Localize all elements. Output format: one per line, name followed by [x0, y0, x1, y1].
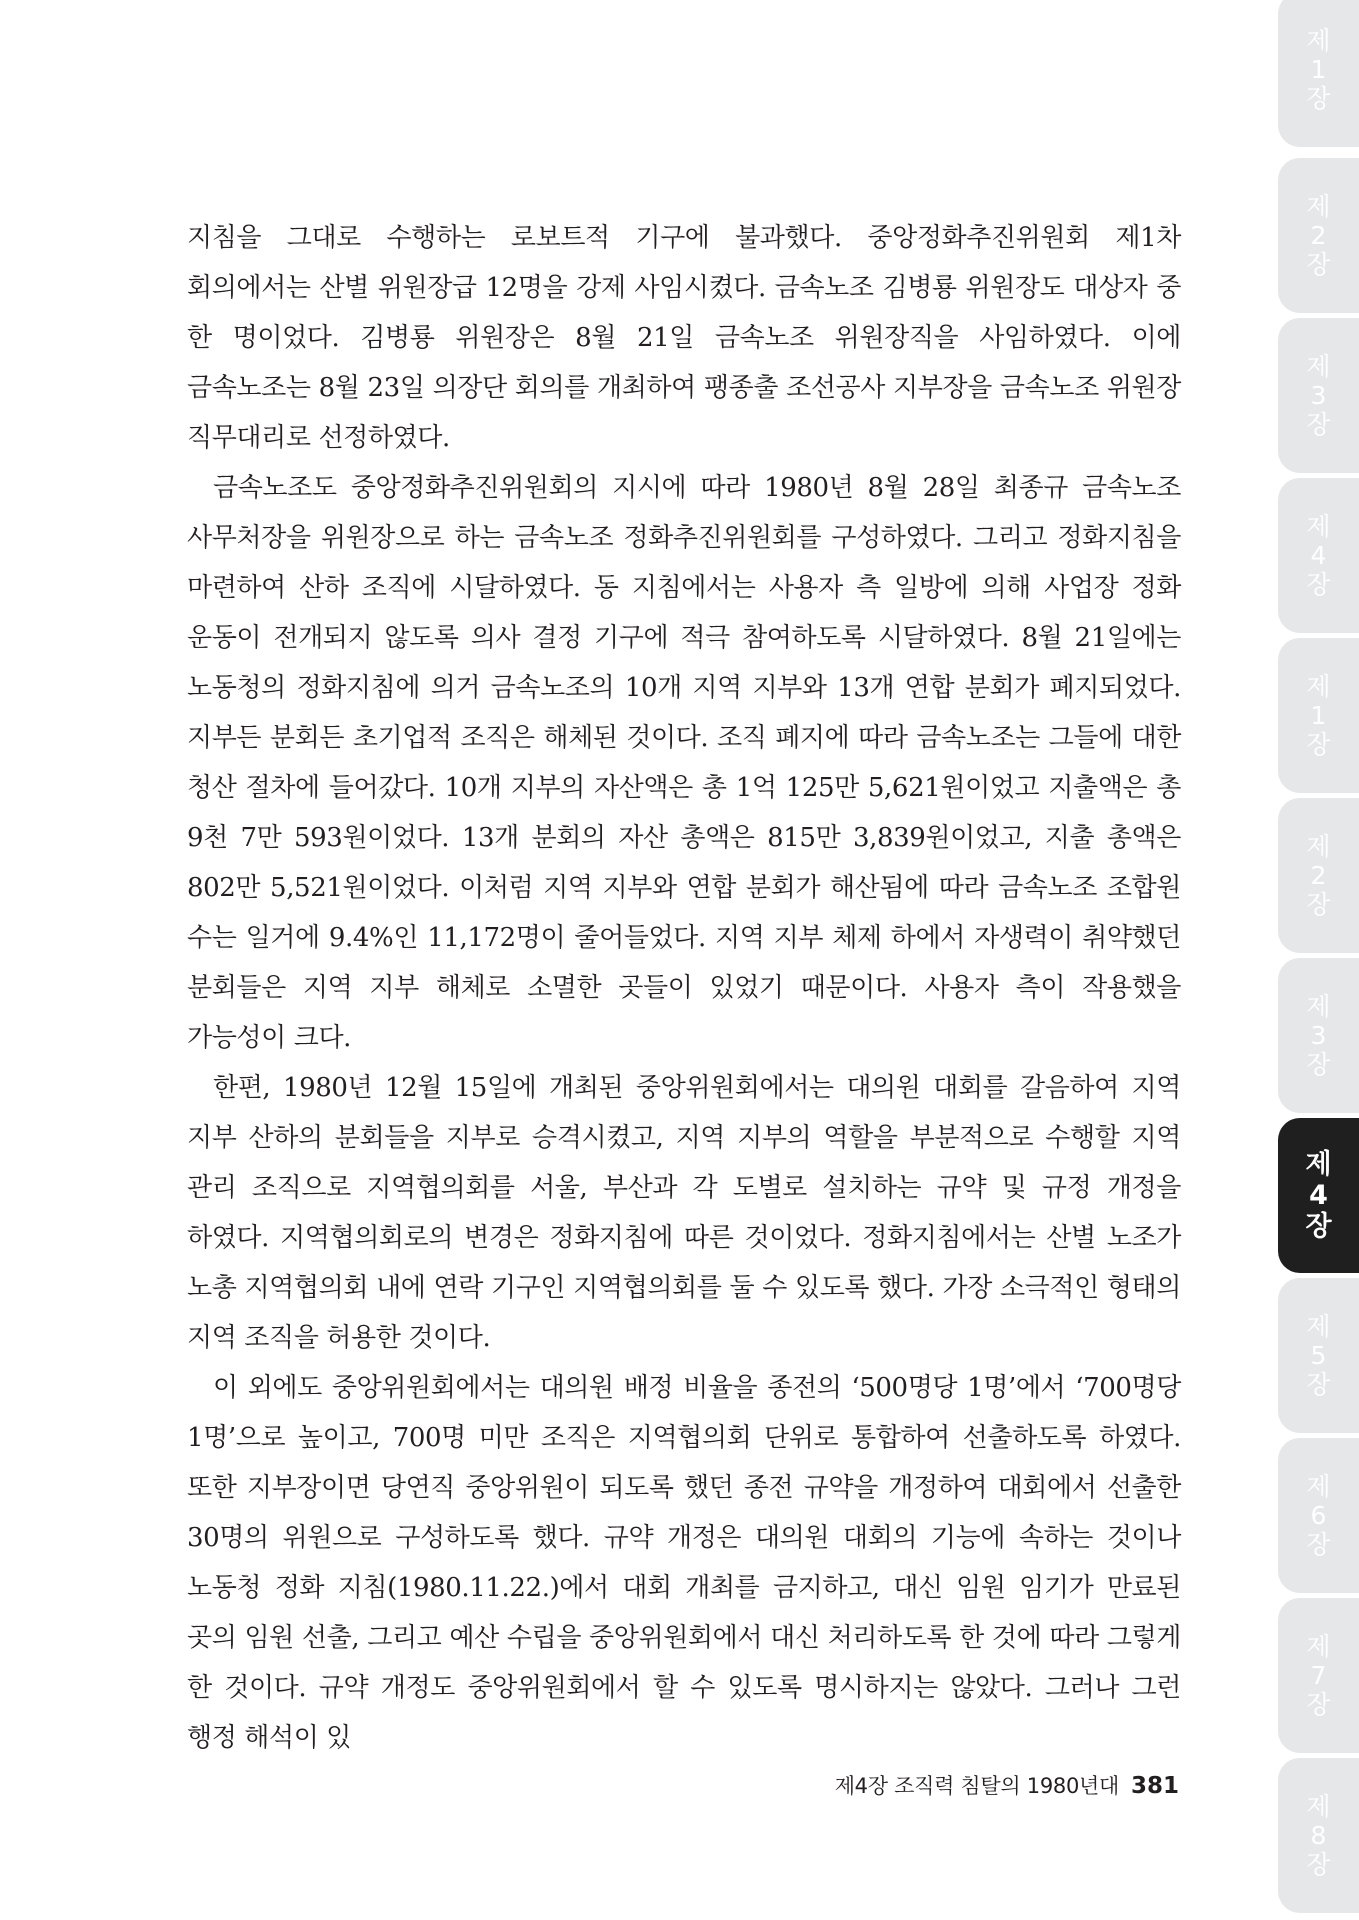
- tab-suffix: 장: [1306, 730, 1331, 759]
- tab-prefix: 제: [1306, 1632, 1331, 1661]
- tab-number: 4: [1310, 541, 1327, 570]
- tab-prefix: 제: [1306, 1312, 1331, 1341]
- tab-number: 7: [1310, 1661, 1327, 1690]
- tab-prefix: 제: [1306, 672, 1331, 701]
- tab-number: 2: [1310, 861, 1327, 890]
- chapter-tab-8[interactable]: [1278, 1758, 1359, 1913]
- page-footer: [700, 1770, 1179, 1804]
- tab-number: 2: [1310, 221, 1327, 250]
- paragraph: 금속노조도 중앙정화추진위원회의 지시에 따라 1980년 8월 28일 최종규 금속노조 사무처장을 위원장으로 하는 금속노조 정화추진위원회를 구성하였다. 그리고 정화지침을 마련하여 산하 조직에 시달하였다. 동 지침에서는 사용자 측 일방에 의해 사업장 정화 운동이 전개되지 않도록 의사 결정 기구에 적극 참여하도록 시달하였다. 8월 21일에는 노동청의 정화지침에 의거 금속노조의 10개 지역 지부와 13개 연합 분회가 폐지되었다. 지부든 분회든 초기업적 조직은 해체된 것이다. 조직 폐지에 따라 금속노조는 그들에 대한 청산 절차에 들어갔다. 10개 지부의 자산액은 총 1억 125만 5,621원이었고 지출액은 총 9천 7만 593원이었다. 13개 분회의 자산 총액은 815만 3,839원이었고, 지출 총액은 802만 5,521원이었다. 이처럼 지역 지부와 연합 분회가 해산됨에 따라 금속노조 조합원 수는 일거에 9.4%인 11,172명이 줄어들었다. 지역 지부 체제 하에서 자생력이 취약했던 분회들은 지역 지부 해체로 소멸한 곳들이 있었기 때문이다. 사용자 측이 작용했을 가능성이 크다.: [187, 473, 1181, 1053]
- tab-number: 3: [1310, 381, 1327, 410]
- tab-suffix: 장: [1306, 1370, 1331, 1399]
- tab-suffix: 장: [1306, 250, 1331, 279]
- chapter-tab-3[interactable]: [1278, 318, 1359, 473]
- tab-number: 1: [1310, 55, 1327, 84]
- chapter-tab-2[interactable]: [1278, 158, 1359, 313]
- tab-prefix: 제: [1306, 832, 1331, 861]
- tab-prefix: 제: [1306, 992, 1331, 1021]
- tab-number: 6: [1310, 1501, 1327, 1530]
- paragraph: 이 외에도 중앙위원회에서는 대의원 배정 비율을 종전의 ‘500명당 1명’에서 ‘700명당 1명’으로 높이고, 700명 미만 조직은 지역협의회 단위로 통합하여 선출하도록 하였다. 또한 지부장이면 당연직 중앙위원이 되도록 했던 종전 규약을 개정하여 대회에서 선출한 30명의 위원으로 구성하도록 했다. 규약 개정은 대의원 대회의 기능에 속하는 것이나 노동청 정화 지침(1980.11.22.)에서 대회 개최를 금지하고, 대신 임원 임기가 만료된 곳의 임원 선출, 그리고 예산 수립을 중앙위원회에서 대신 처리하도록 한 것에 따라 그렇게 한 것이다. 규약 개정도 중앙위원회에서 할 수 있도록 명시하지는 않았다. 그러나 그런 행정 해석이 있: [187, 1373, 1181, 1753]
- tab-suffix: 장: [1306, 890, 1331, 919]
- tab-suffix: 장: [1306, 570, 1331, 599]
- tab-suffix: 장: [1306, 84, 1331, 113]
- body-text: [187, 213, 1181, 1763]
- tab-suffix: 장: [1306, 1850, 1331, 1879]
- tab-number: 1: [1310, 701, 1327, 730]
- tab-prefix: 제: [1306, 26, 1331, 55]
- tab-number: 5: [1310, 1341, 1327, 1370]
- paragraph: 한편, 1980년 12월 15일에 개최된 중앙위원회에서는 대의원 대회를 갈음하여 지역 지부 산하의 분회들을 지부로 승격시켰고, 지역 지부의 역할을 부분적으로 수행할 지역 관리 조직으로 지역협의회를 서울, 부산과 각 도별로 설치하는 규약 및 규정 개정을 하였다. 지역협의회로의 변경은 정화지침에 따른 것이었다. 정화지침에서는 산별 노조가 노총 지역협의회 내에 연락 기구인 지역협의회를 둘 수 있도록 했다. 가장 소극적인 형태의 지역 조직을 허용한 것이다.: [187, 1073, 1181, 1353]
- chapter-tabs: [1278, 0, 1359, 1920]
- tab-prefix: 제: [1306, 512, 1331, 541]
- tab-number: 3: [1310, 1021, 1327, 1050]
- tab-number: 8: [1310, 1821, 1327, 1850]
- chapter-tab-1b[interactable]: [1278, 638, 1359, 793]
- tab-prefix: 제: [1306, 192, 1331, 221]
- tab-suffix: 장: [1305, 1211, 1332, 1242]
- paragraph: 지침을 그대로 수행하는 로보트적 기구에 불과했다. 중앙정화추진위원회 제1차 회의에서는 산별 위원장급 12명을 강제 사임시켰다. 금속노조 김병룡 위원장도 대상자 중 한 명이었다. 김병룡 위원장은 8월 21일 금속노조 위원장직을 사임하였다. 이에 금속노조는 8월 23일 의장단 회의를 개최하여 팽종출 조선공사 지부장을 금속노조 위원장 직무대리로 선정하였다.: [187, 223, 1181, 453]
- tab-number: 4: [1309, 1180, 1328, 1211]
- chapter-tab-3b[interactable]: [1278, 958, 1359, 1113]
- tab-suffix: 장: [1306, 1690, 1331, 1719]
- tab-suffix: 장: [1306, 1530, 1331, 1559]
- tab-suffix: 장: [1306, 1050, 1331, 1079]
- tab-prefix: 제: [1306, 1792, 1331, 1821]
- chapter-tab-5[interactable]: [1278, 1278, 1359, 1433]
- tab-prefix: 제: [1305, 1149, 1332, 1180]
- chapter-tab-1[interactable]: [1278, 0, 1359, 147]
- chapter-tab-4[interactable]: [1278, 478, 1359, 633]
- running-title: 제4장 조직력 침탈의 1980년대: [834, 1774, 1119, 1798]
- tab-prefix: 제: [1306, 352, 1331, 381]
- chapter-tab-2b[interactable]: [1278, 798, 1359, 953]
- tab-suffix: 장: [1306, 410, 1331, 439]
- page-number: 381: [1130, 1773, 1179, 1799]
- chapter-tab-6[interactable]: [1278, 1438, 1359, 1593]
- tab-prefix: 제: [1306, 1472, 1331, 1501]
- chapter-tab-7[interactable]: [1278, 1598, 1359, 1753]
- chapter-tab-4-active[interactable]: [1278, 1118, 1359, 1273]
